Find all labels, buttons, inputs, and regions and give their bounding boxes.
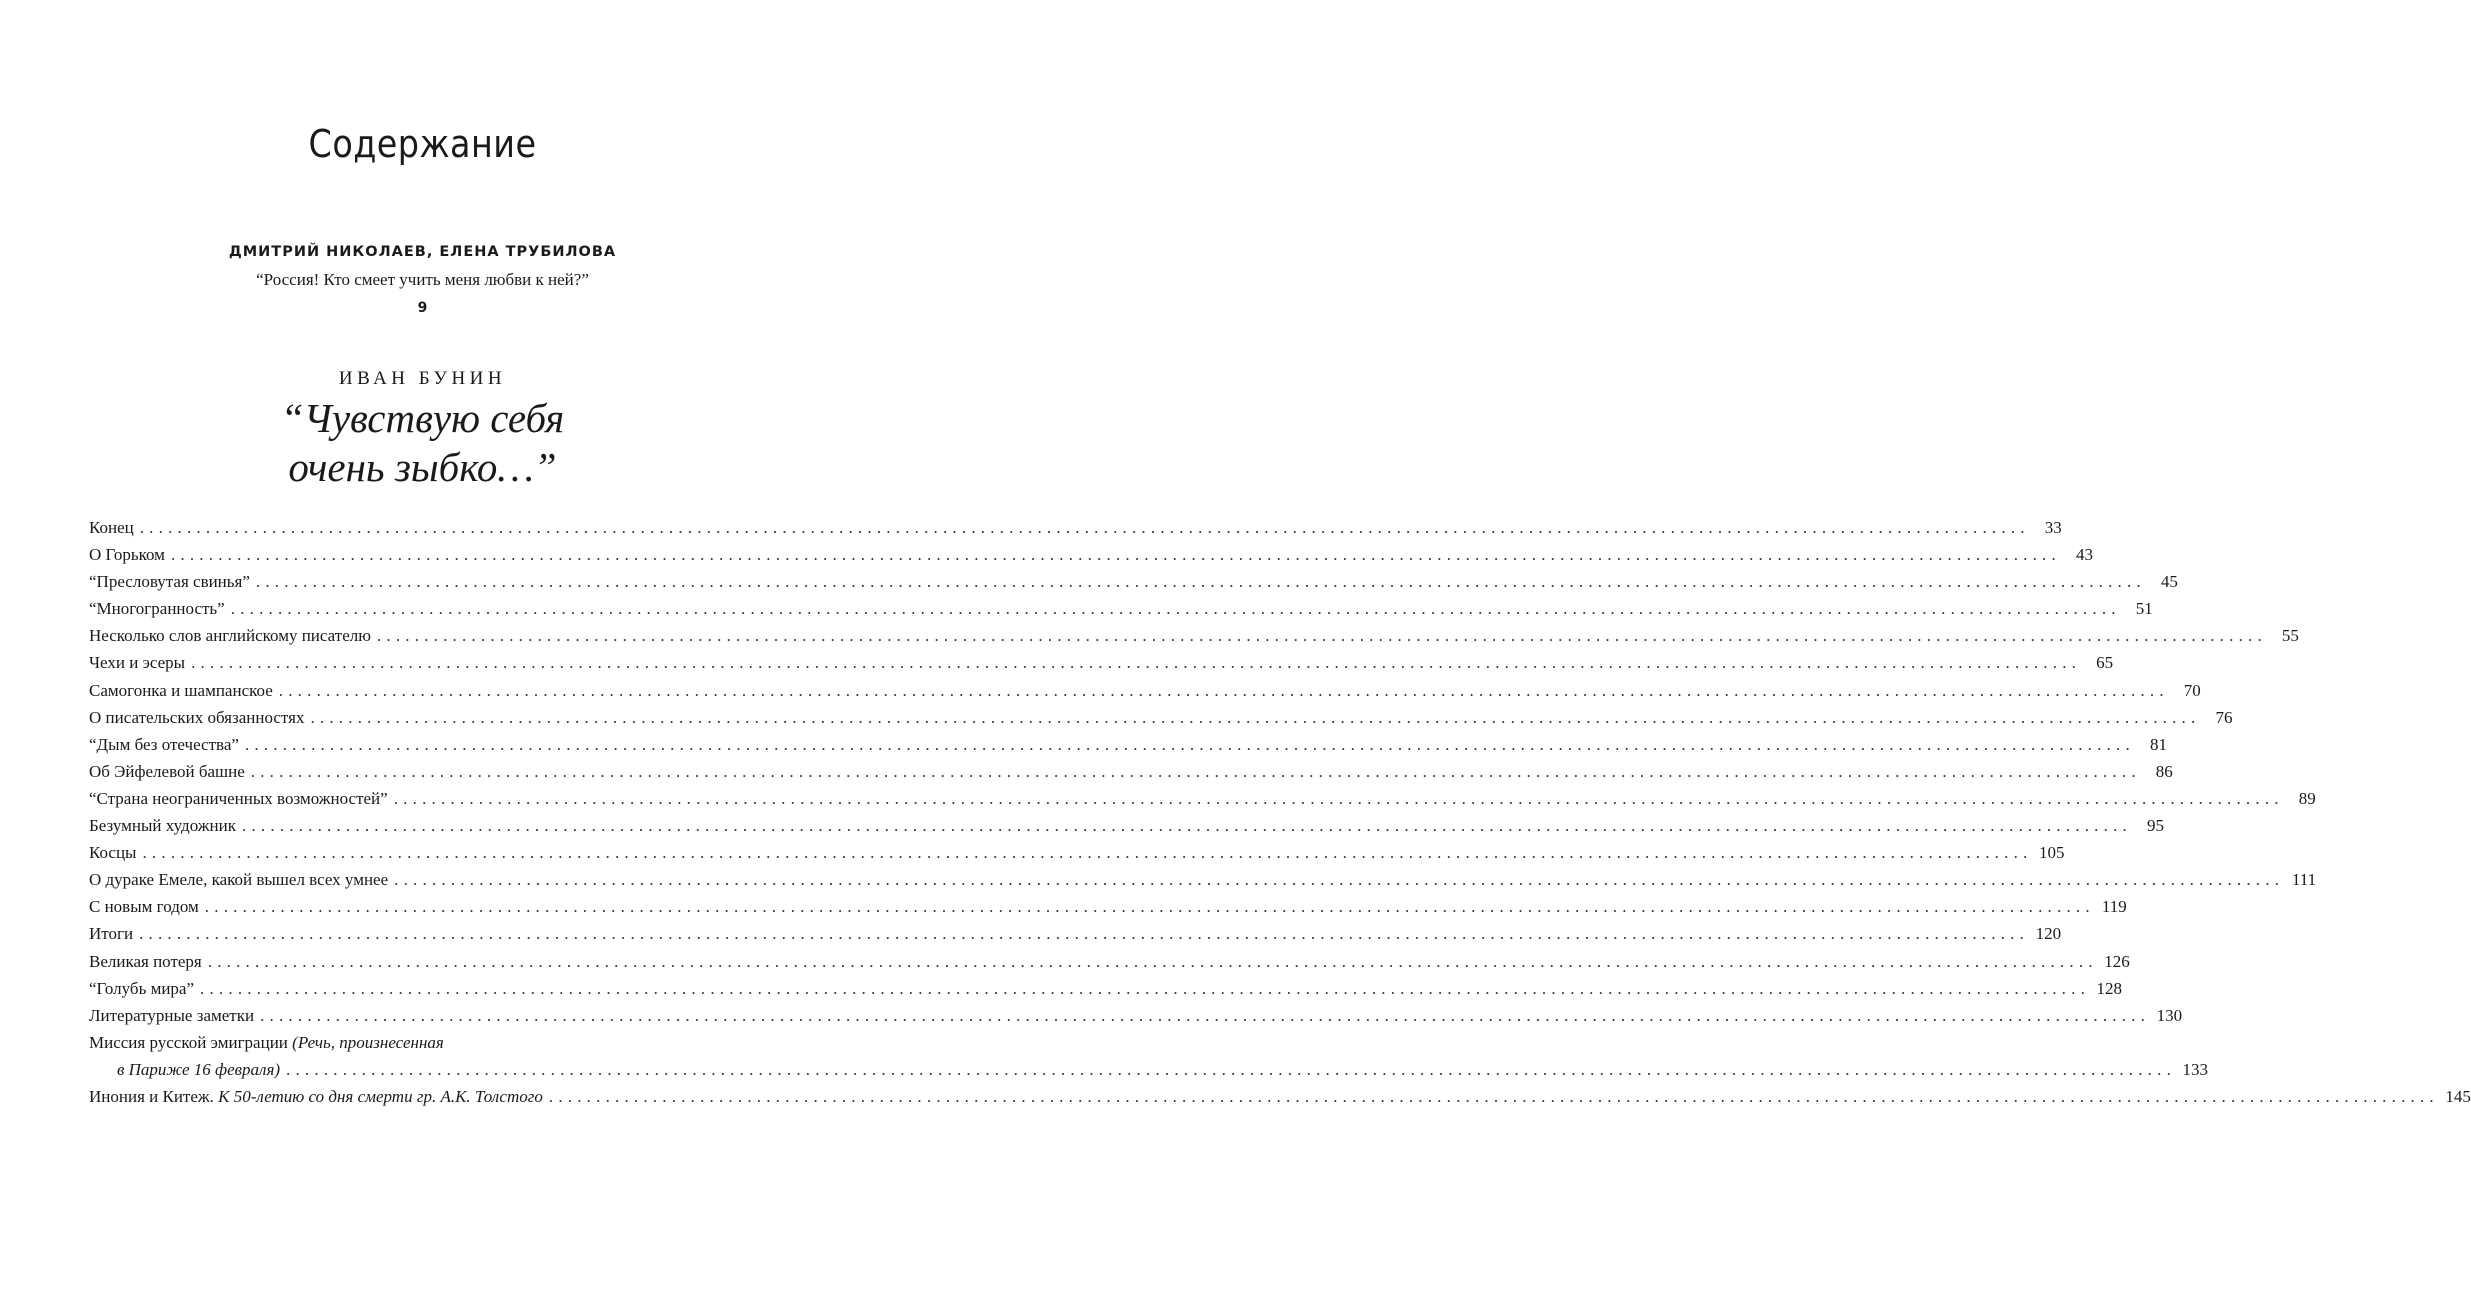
toc-entry-page: 105 xyxy=(2038,843,2065,863)
toc-entry-page: 119 xyxy=(2101,897,2127,917)
toc-entry[interactable] xyxy=(89,514,2062,541)
toc-entry-page: 51 xyxy=(2135,599,2153,619)
toc-entry-title: С новым годом xyxy=(89,897,199,917)
toc-entry[interactable] xyxy=(89,731,2167,758)
toc-entry-page: 95 xyxy=(2146,816,2164,836)
section-title xyxy=(0,394,845,492)
toc-entry[interactable] xyxy=(89,839,2065,866)
toc-entry-page: 128 xyxy=(2096,978,2123,998)
toc-entry[interactable] xyxy=(89,920,2062,947)
toc-entry[interactable] xyxy=(89,677,2201,704)
toc-entry-title: О дураке Емеле, какой вышел всех умнее xyxy=(89,870,389,890)
toc-entry[interactable] xyxy=(89,758,2173,785)
toc-entry-page: 55 xyxy=(2281,626,2299,646)
toc-entry-title xyxy=(117,1056,280,1083)
toc-entry-title: Безумный художник xyxy=(89,816,236,836)
toc-entry-title: Конец xyxy=(89,518,134,537)
toc-entry-title: “Страна неограниченных возможностей” xyxy=(89,788,388,808)
toc-entry-page: 89 xyxy=(2298,788,2316,808)
section-author: ИВАН БУНИН xyxy=(338,368,507,389)
toc-entry-page: 45 xyxy=(2160,572,2178,592)
toc-leader: ........................................................................................................................................................................................................ xyxy=(170,545,2061,565)
toc-entry-page: 33 xyxy=(2044,518,2062,537)
toc-entry[interactable] xyxy=(89,975,2123,1002)
toc-entry[interactable] xyxy=(89,595,2153,622)
toc-entry[interactable] xyxy=(89,541,2093,568)
toc-entry-mission[interactable] xyxy=(89,1029,721,1056)
toc-last-subtitle: К 50-летию со дня смерти гр. А.К. Толстого xyxy=(218,1086,543,1106)
toc-leader: ........................................................................................................................................................................................................ xyxy=(255,572,2146,592)
toc-mission-title: Миссия русской эмиграции xyxy=(89,1032,288,1052)
toc-leader: ........................................................................................................................................................................................................ xyxy=(310,707,2201,727)
toc-entry-page: 133 xyxy=(2182,1059,2209,1079)
toc-entry-title: “Дым без отечества” xyxy=(89,734,239,754)
toc-entry-title: О Горьком xyxy=(89,545,165,565)
toc-entry-title xyxy=(89,1029,444,1056)
toc-entry-page: 145 xyxy=(2445,1086,2471,1106)
toc-entry[interactable] xyxy=(89,704,2233,731)
toc-leader: ........................................................................................................................................................................................................ xyxy=(394,870,2285,890)
toc-leader: ........................................................................................................................................................................................................ xyxy=(142,843,2033,863)
toc-entry-page: 86 xyxy=(2155,761,2173,781)
toc-entry[interactable] xyxy=(89,568,2178,595)
toc-entry-mission-continued[interactable] xyxy=(89,1056,2209,1083)
toc-leader: ........................................................................................................................................................................................................ xyxy=(244,734,2135,754)
toc-entry-title: “Пресловутая свинья” xyxy=(89,572,250,592)
toc-entry[interactable] xyxy=(89,866,2317,893)
toc-leader: ........................................................................................................................................................................................................ xyxy=(241,816,2132,836)
toc-leader: ........................................................................................................................................................................................................ xyxy=(139,924,2030,944)
toc-entry[interactable] xyxy=(89,948,2130,975)
toc-mission-subtitle-1: (Речь, произнесенная xyxy=(292,1032,444,1052)
toc-entry[interactable] xyxy=(89,649,2114,676)
toc-leader: ........................................................................................................................................................................................................ xyxy=(286,1059,2177,1079)
toc-entry-title: “Многогранность” xyxy=(89,599,225,619)
toc-entry-page: 130 xyxy=(2156,1005,2183,1025)
toc-entry-last[interactable] xyxy=(89,1083,2471,1110)
toc-leader: ........................................................................................................................................................................................................ xyxy=(230,599,2121,619)
section-title-line1: “Чувствую себя xyxy=(280,395,565,441)
toc-entry[interactable] xyxy=(89,893,2127,920)
toc-last-title: Инония и Китеж. xyxy=(89,1086,214,1106)
toc-leader: ........................................................................................................................................................................................................ xyxy=(278,680,2169,700)
toc-entry-page: 120 xyxy=(2035,924,2062,944)
toc-entry-page: 70 xyxy=(2183,680,2201,700)
toc-entry-title: Итоги xyxy=(89,924,134,944)
toc-leader: ........................................................................................................................................................................................................ xyxy=(250,761,2141,781)
toc-leader: ........................................................................................................................................................................................................ xyxy=(260,1005,2151,1025)
table-of-contents xyxy=(89,514,2471,1110)
toc-entry-title: Самогонка и шампанское xyxy=(89,680,273,700)
toc-entry[interactable] xyxy=(89,785,2316,812)
toc-entry-title: Литературные заметки xyxy=(89,1005,255,1025)
toc-leader: ........................................................................................................................................................................................................ xyxy=(393,788,2284,808)
toc-entry-title: Об Эйфелевой башне xyxy=(89,761,245,781)
toc-entry-title: Косцы xyxy=(89,843,137,863)
toc-entry-title: “Голубь мира” xyxy=(89,978,195,998)
toc-leader: ........................................................................................................................................................................................................ xyxy=(207,951,2098,971)
toc-entry-title: Великая потеря xyxy=(89,951,202,971)
toc-entry-page: 81 xyxy=(2149,734,2167,754)
toc-leader: ........................................................................................................................................................................................................ xyxy=(200,978,2091,998)
toc-entry[interactable] xyxy=(89,812,2164,839)
toc-mission-subtitle-2: в Париже 16 февраля) xyxy=(117,1059,281,1079)
toc-leader: ........................................................................................................................................................................................................ xyxy=(139,518,2030,537)
intro-page-number: 9 xyxy=(417,300,428,316)
toc-entry-page: 43 xyxy=(2075,545,2093,565)
toc-leader: ........................................................................................................................................................................................................ xyxy=(191,653,2082,673)
toc-entry-page: 126 xyxy=(2104,951,2130,971)
toc-leader: ........................................................................................................................................................................................................ xyxy=(548,1086,2439,1106)
toc-leader: ........................................................................................................................................................................................................ xyxy=(376,626,2267,646)
intro-title: “Россия! Кто смеет учить меня любви к ней?” xyxy=(256,270,589,289)
intro-authors: ДМИТРИЙ НИКОЛАЕВ, ЕЛЕНА ТРУБИЛОВА xyxy=(228,244,617,260)
toc-entry-title: О писательских обязанностях xyxy=(89,707,305,727)
page-title: Содержание xyxy=(308,122,537,166)
toc-entry-title xyxy=(89,1083,543,1110)
toc-leader: ........................................................................................................................................................................................................ xyxy=(204,897,2095,917)
toc-entry-page: 76 xyxy=(2215,707,2233,727)
toc-entry-page: 111 xyxy=(2291,870,2317,890)
toc-entry-page: 65 xyxy=(2096,653,2114,673)
section-title-line2: очень зыбко…” xyxy=(288,444,557,490)
toc-entry-title: Несколько слов английскому писателю xyxy=(89,626,371,646)
toc-entry[interactable] xyxy=(89,1002,2183,1029)
toc-entry[interactable] xyxy=(89,622,2299,649)
toc-entry-title: Чехи и эсеры xyxy=(89,653,186,673)
